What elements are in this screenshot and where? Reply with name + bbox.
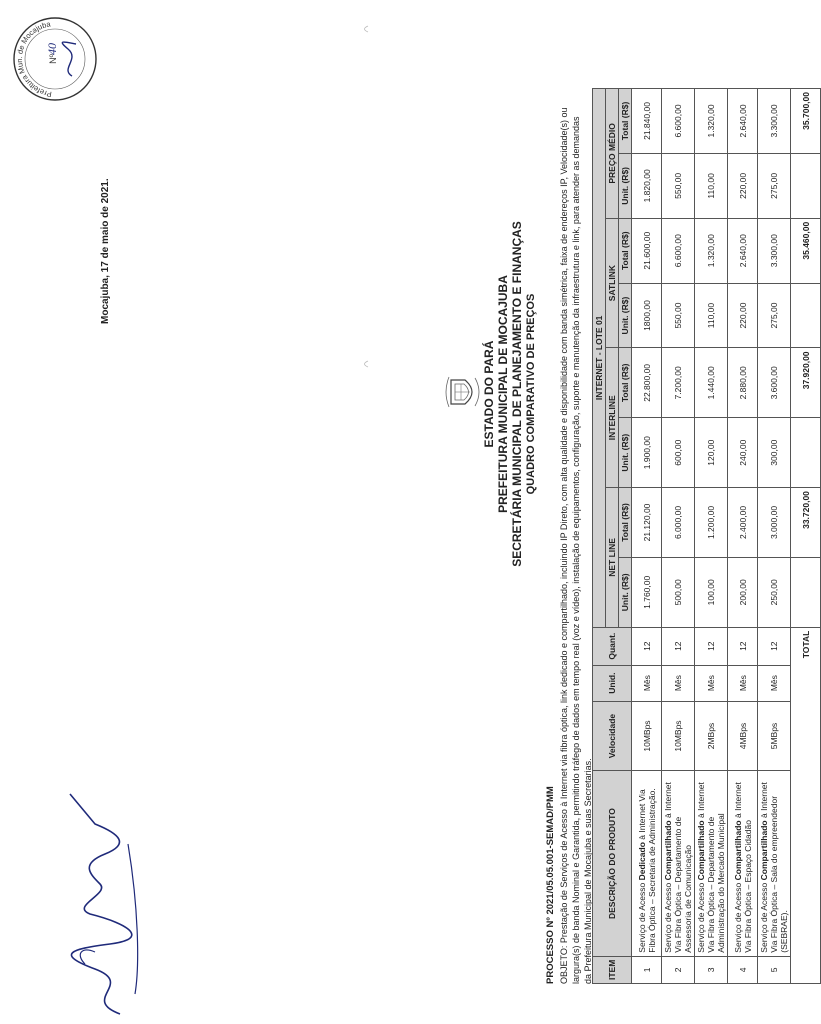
- satlink-total: 2.640,00: [728, 218, 758, 283]
- interline-unit: 120,00: [695, 418, 728, 488]
- average-total: 6.600,00: [662, 89, 695, 154]
- process-number: PROCESSO Nº 2021/05.05.001-SEMAD/PMM: [545, 786, 556, 984]
- empty-cell: [791, 557, 821, 627]
- interline-grand-total: 37.920,00: [791, 348, 821, 418]
- satlink-unit: 550,00: [662, 283, 695, 348]
- header-average-price: PREÇO MÉDIO: [606, 89, 619, 219]
- netline-unit: 1.760,00: [632, 557, 662, 627]
- average-total: 1.320,00: [695, 89, 728, 154]
- document-title: QUADRO COMPARATIVO DE PREÇOS: [525, 293, 537, 495]
- item-number: 3: [695, 956, 728, 983]
- header-company-netline: NET LINE: [606, 488, 619, 628]
- quantity: 12: [662, 627, 695, 665]
- interline-total: 22.800,00: [632, 348, 662, 418]
- netline-unit: 100,00: [695, 557, 728, 627]
- netline-unit: 200,00: [728, 557, 758, 627]
- satlink-unit: 1800,00: [632, 283, 662, 348]
- header-total-price: Total (R$): [619, 89, 632, 154]
- stamp-number: 40: [45, 43, 59, 55]
- average-unit: 1.820,00: [632, 153, 662, 218]
- interline-unit: 240,00: [728, 418, 758, 488]
- table-row: [695, 89, 728, 984]
- header-total-price: Total (R$): [619, 488, 632, 558]
- average-total: 2.640,00: [728, 89, 758, 154]
- stamp-number-label: Nº: [48, 54, 58, 64]
- satlink-total: 21.600,00: [632, 218, 662, 283]
- unit: Mês: [632, 665, 662, 701]
- unit: Mês: [662, 665, 695, 701]
- quantity: 12: [695, 627, 728, 665]
- satlink-unit: 275,00: [758, 283, 791, 348]
- quantity: 12: [632, 627, 662, 665]
- satlink-total: 3.300,00: [758, 218, 791, 283]
- satlink-unit: 220,00: [728, 283, 758, 348]
- netline-total: 1.200,00: [695, 488, 728, 558]
- secretariat-name: SECRETÁRIA MUNICIPAL DE PLANEJAMENTO E FINANÇAS: [510, 221, 524, 567]
- header-lot: INTERNET - LOTE 01: [593, 89, 606, 628]
- product-description: Serviço de Acesso Compartilhado à Internet Via Fibra Óptica – Sala do empreendedor (SEBRAE).: [758, 771, 791, 956]
- product-description: Serviço de Acesso Compartilhado à Internet Via Fibra Óptica – Departamento de Administração do Mercado Municipal: [695, 771, 728, 956]
- header-company-satlink: SATLINK: [606, 218, 619, 348]
- table-row: [758, 89, 791, 984]
- header-total-price: Total (R$): [619, 218, 632, 283]
- interline-total: 7.200,00: [662, 348, 695, 418]
- header-speed: Velocidade: [593, 701, 632, 771]
- header-company-interline: INTERLINE: [606, 348, 619, 488]
- table-row: [728, 89, 758, 984]
- netline-unit: 250,00: [758, 557, 791, 627]
- speed: 4MBps: [728, 701, 758, 771]
- price-comparison-table: [592, 88, 821, 984]
- unit: Mês: [728, 665, 758, 701]
- interline-unit: 600,00: [662, 418, 695, 488]
- header-unit: Unid.: [593, 665, 632, 701]
- document-header: [482, 184, 538, 604]
- satlink-total: 6.600,00: [662, 218, 695, 283]
- average-unit: 550,00: [662, 153, 695, 218]
- quantity: 12: [728, 627, 758, 665]
- header-unit-price: Unit. (R$): [619, 153, 632, 218]
- average-total: 21.840,00: [632, 89, 662, 154]
- netline-grand-total: 33.720,00: [791, 488, 821, 558]
- handwritten-signature: [40, 784, 150, 1024]
- prefecture-name: PREFEITURA MUNICIPAL DE MOCAJUBA: [496, 275, 510, 513]
- total-row: [791, 89, 821, 984]
- speed: 5MBps: [758, 701, 791, 771]
- svg-text:Prefeitura Mun. de Mocajuba: [15, 19, 52, 99]
- official-stamp-icon: [10, 14, 100, 104]
- speed: 10MBps: [662, 701, 695, 771]
- header-unit-price: Unit. (R$): [619, 557, 632, 627]
- product-description: Serviço de Acesso Compartilhado à Internet Via Fibra Óptica – Departamento de Assessoria de Comunicação: [662, 771, 695, 956]
- satlink-total: 1.320,00: [695, 218, 728, 283]
- punch-hole-mark: [360, 24, 370, 34]
- average-unit: 220,00: [728, 153, 758, 218]
- interline-total: 2.880,00: [728, 348, 758, 418]
- netline-unit: 500,00: [662, 557, 695, 627]
- item-number: 1: [632, 956, 662, 983]
- empty-cell: [791, 283, 821, 348]
- interline-unit: 300,00: [758, 418, 791, 488]
- unit: Mês: [695, 665, 728, 701]
- speed: 2MBps: [695, 701, 728, 771]
- place-and-date: Mocajuba, 17 de maio de 2021.: [100, 178, 111, 324]
- average-grand-total: 35.700,00: [791, 89, 821, 154]
- netline-total: 6.000,00: [662, 488, 695, 558]
- header-description: DESCRIÇÃO DO PRODUTO: [593, 771, 632, 956]
- interline-total: 3.600,00: [758, 348, 791, 418]
- header-unit-price: Unit. (R$): [619, 418, 632, 488]
- coat-of-arms-icon: [445, 375, 481, 409]
- empty-cell: [791, 153, 821, 218]
- header-item: ITEM: [593, 956, 632, 983]
- item-number: 5: [758, 956, 791, 983]
- satlink-grand-total: 35.460,00: [791, 218, 821, 283]
- unit: Mês: [758, 665, 791, 701]
- header-total-price: Total (R$): [619, 348, 632, 418]
- item-number: 2: [662, 956, 695, 983]
- speed: 10MBps: [632, 701, 662, 771]
- object-description: OBJETO: Prestação de Serviços de Acesso à Internet via fibra óptica, link dedicado e compartilhado, incluindo IP Direto, com alta qualidade e disponibilidade com banda simétrica, faixa de endereços IP, Velocidade(s) ou largura(s) de banda Nominal e Garantida, permitindo tráfego de dados em tempo real (voz e vídeo), instalação de equipamentos, configuração, suporte e manutenção da infraestrutura e link, para atender as demandas da Prefeitura Municipal de Mocajuba e suas Secretarias.: [559, 107, 593, 984]
- satlink-unit: 110,00: [695, 283, 728, 348]
- stamp-text: Prefeitura Mun. de Mocajuba: [14, 19, 53, 99]
- netline-total: 2.400,00: [728, 488, 758, 558]
- state-name: ESTADO DO PARÁ: [482, 340, 496, 448]
- quantity: 12: [758, 627, 791, 665]
- product-description: Serviço de Acesso Dedicado à Internet Via Fibra Óptica – Secretaria de Administração.: [632, 771, 662, 956]
- table-row: [662, 89, 695, 984]
- interline-total: 1.440,00: [695, 348, 728, 418]
- netline-total: 3.000,00: [758, 488, 791, 558]
- interline-unit: 1.900,00: [632, 418, 662, 488]
- header-unit-price: Unit. (R$): [619, 283, 632, 348]
- punch-hole-mark: [360, 359, 370, 369]
- product-description: Serviço de Acesso Compartilhado à Internet Via Fibra Óptica – Espaço Cidadão: [728, 771, 758, 956]
- table-row: [632, 89, 662, 984]
- item-number: 4: [728, 956, 758, 983]
- header-quantity: Quant.: [593, 627, 632, 665]
- empty-cell: [791, 418, 821, 488]
- netline-total: 21.120,00: [632, 488, 662, 558]
- average-unit: 275,00: [758, 153, 791, 218]
- average-unit: 110,00: [695, 153, 728, 218]
- average-total: 3.300,00: [758, 89, 791, 154]
- total-label: TOTAL: [791, 627, 821, 983]
